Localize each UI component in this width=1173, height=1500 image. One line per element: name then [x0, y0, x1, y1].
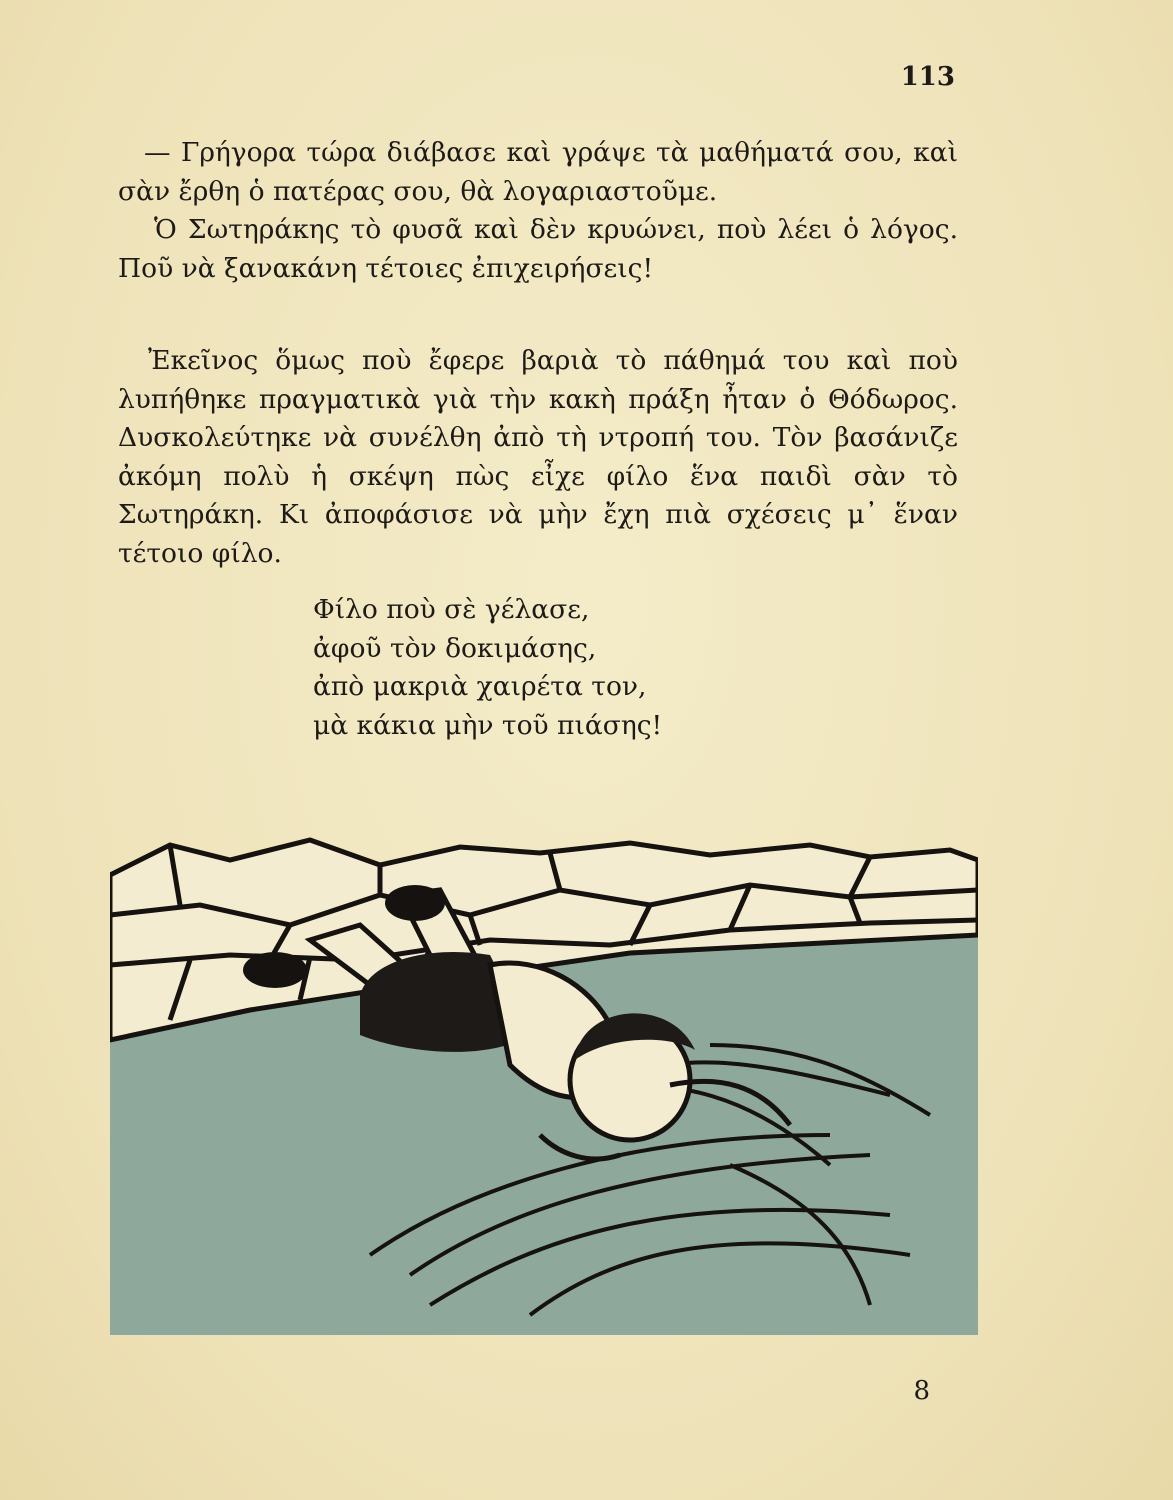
shoe-left — [243, 952, 307, 988]
shoe-right — [385, 885, 445, 921]
text-block-narration — [118, 342, 958, 573]
paragraph-3: Ἐκεῖνος ὅμως ποὺ ἔφερε βαριὰ τὸ πάθημά του καὶ ποὺ λυπήθηκε πραγματικὰ γιὰ τὴν κακὴ πράξη ἦταν ὁ Θόδωρος. Δυσκολεύτηκε νὰ συνέλθη ἀπὸ τὴ ντροπή του. Τὸν βασάνιζε ἀκόμη πολὺ ἡ σκέψη πὼς εἶχε φίλο ἕνα παιδὶ σὰν τὸ Σωτηράκη. Κι ἀποφάσισε νὰ μὴν ἔχη πιὰ σχέσεις μ᾽ ἕναν τέτοιο φίλο. — [118, 345, 958, 569]
page-number-bottom: 8 — [913, 1376, 930, 1406]
paragraph-2: Ὁ Σωτηράκης τὸ φυσᾶ καὶ δὲν κρυώνει, ποὺ λέει ὁ λόγος. Ποῦ νὰ ξανακάνη τέτοιες ἐπιχειρήσεις! — [118, 214, 958, 284]
poem-line-3: ἀπὸ μακριὰ χαιρέτα τον, — [313, 671, 647, 702]
page-number-top: 113 — [900, 62, 955, 92]
text-block-dialogue — [118, 134, 958, 288]
poem-line-4: μὰ κάκια μὴν τοῦ πιάσης! — [313, 709, 663, 741]
poem-line-1: Φίλο ποὺ σὲ γέλασε, — [313, 594, 590, 625]
poem — [313, 591, 662, 745]
illustration-boy-fallen-by-wall — [110, 835, 978, 1335]
paragraph-1: — Γρήγορα τώρα διάβασε καὶ γράψε τὰ μαθήματά σου, καὶ σὰν ἔρθη ὁ πατέρας σου, θὰ λογαριαστοῦμε. — [118, 137, 958, 207]
poem-line-2: ἀφοῦ τὸν δοκιμάσης, — [313, 632, 597, 664]
